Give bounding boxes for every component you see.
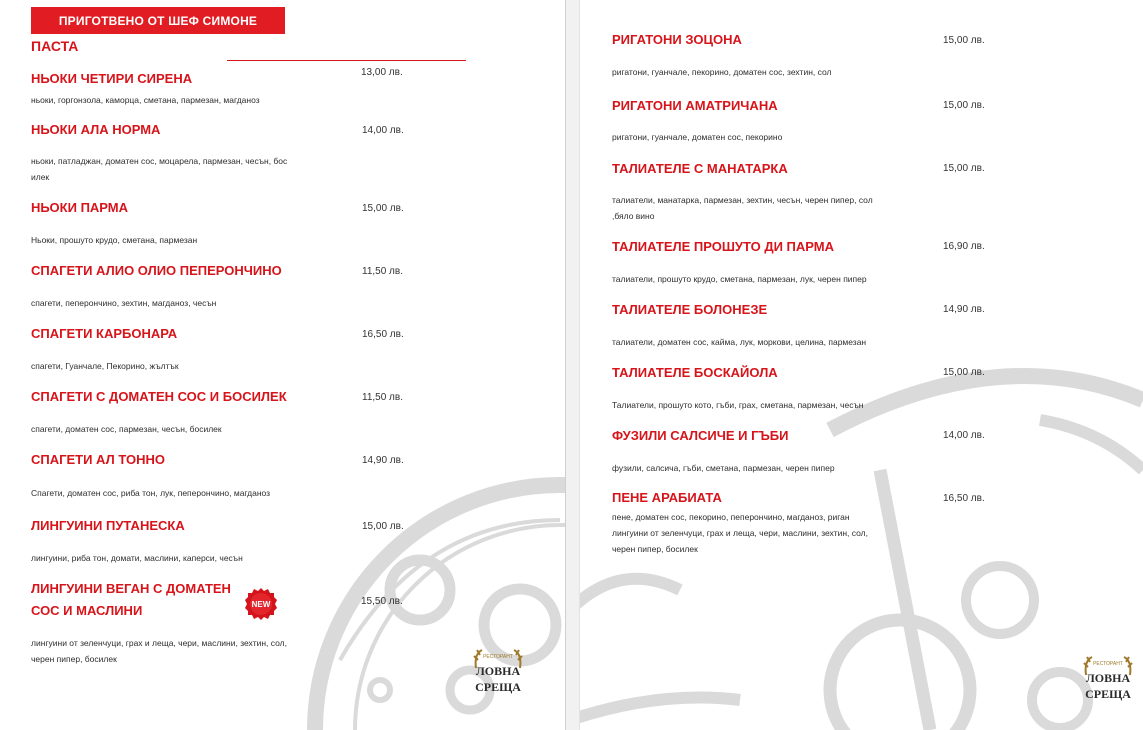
menu-item <box>612 299 767 321</box>
item-price: 14,90 лв. <box>362 455 404 466</box>
menu-item <box>612 95 778 117</box>
item-name: ТАЛИАТЕЛЕ ПРОШУТО ДИ ПАРМА <box>612 239 835 254</box>
item-description: талиатели, доматен сос, кайма, лук, моркови, целина, пармезан <box>612 337 867 347</box>
item-description: черен пипер, босилек <box>612 544 698 554</box>
item-description: Спагети, доматен сос, риба тон, лук, пеперончино, магданоз <box>31 488 271 498</box>
logo-line2: СРЕЩА <box>1085 687 1131 701</box>
item-name: СПАГЕТИ АЛ ТОННО <box>31 452 165 467</box>
menu-item <box>31 323 177 345</box>
item-name: ФУЗИЛИ САЛСИЧЕ И ГЪБИ <box>612 428 789 443</box>
logo-top: РЕСТОРАНТ <box>1093 661 1123 667</box>
item-name: РИГАТОНИ ЗОЦОНА <box>612 32 742 47</box>
item-price: 14,90 лв. <box>943 304 985 315</box>
item-description: лингуини, риба тон, домати, маслини, каперси, чесън <box>31 553 243 563</box>
item-name: ЛИНГУИНИ ВЕГАН С ДОМАТЕН <box>31 581 231 596</box>
item-price: 16,50 лв. <box>362 329 404 340</box>
chef-banner: ПРИГОТВЕНО ОТ ШЕФ СИМОНЕ <box>31 7 285 34</box>
item-description: фузили, салсича, гъби, сметана, пармезан, черен пипер <box>612 463 835 473</box>
menu-item <box>31 119 160 141</box>
item-name: ТАЛИАТЕЛЕ БОЛОНЕЗЕ <box>612 302 768 317</box>
menu-item <box>612 158 788 180</box>
item-price: 16,90 лв. <box>943 241 985 252</box>
item-description: спагети, пеперончино, зехтин, магданоз, чесън <box>31 298 217 308</box>
restaurant-logo <box>472 646 524 698</box>
item-price: 15,00 лв. <box>943 35 985 46</box>
menu-item <box>31 578 231 622</box>
logo-line2: СРЕЩА <box>475 680 521 694</box>
new-badge-label: NEW <box>251 600 271 609</box>
item-name: ПЕНЕ АРАБИАТА <box>612 490 722 505</box>
logo-line1: ЛОВНА <box>475 664 521 678</box>
item-name: НЬОКИ АЛА НОРМА <box>31 122 161 137</box>
item-price: 15,00 лв. <box>943 367 985 378</box>
menu-item <box>31 515 185 537</box>
item-name: НЬОКИ ЧЕТИРИ СИРЕНА <box>31 71 193 86</box>
item-name: ЛИНГУИНИ ПУТАНЕСКА <box>31 518 185 533</box>
item-description: ньоки, патладжан, доматен сос, моцарела, пармезан, чесън, бос <box>31 156 288 166</box>
menu-page-left <box>0 0 565 730</box>
item-price: 15,00 лв. <box>362 521 404 532</box>
item-price: 14,00 лв. <box>943 430 985 441</box>
item-description: талиатели, прошуто крудо, сметана, пармезан, лук, черен пипер <box>612 274 867 284</box>
menu-item <box>31 449 165 471</box>
menu-item <box>31 260 282 282</box>
logo-top: РЕСТОРАНТ <box>483 654 513 660</box>
section-title: ПАСТА <box>31 38 79 54</box>
menu-item <box>31 197 128 219</box>
item-name-line2: СОС И МАСЛИНИ <box>31 603 143 618</box>
item-price: 15,50 лв. <box>361 596 403 607</box>
section-divider <box>227 60 466 61</box>
menu-item <box>31 386 287 408</box>
item-name: РИГАТОНИ АМАТРИЧАНА <box>612 98 778 113</box>
item-description: илек <box>31 172 50 182</box>
item-description: Талиатели, прошуто кото, гъби, грах, сметана, пармезан, чесън <box>612 400 864 410</box>
menu-item <box>612 425 788 447</box>
item-description: ригатони, гуанчале, доматен сос, пекорино <box>612 132 783 142</box>
item-price: 11,50 лв. <box>362 392 403 403</box>
item-name: ТАЛИАТЕЛЕ БОСКАЙОЛА <box>612 365 778 380</box>
item-description: ,бяло вино <box>612 211 655 221</box>
item-price: 13,00 лв. <box>361 67 403 78</box>
item-price: 11,50 лв. <box>362 266 403 277</box>
item-description: Ньоки, прошуто крудо, сметана, пармезан <box>31 235 198 245</box>
item-name: СПАГЕТИ КАРБОНАРА <box>31 326 178 341</box>
item-price: 15,00 лв. <box>943 163 985 174</box>
item-description: пене, доматен сос, пекорино, пеперончино, магданоз, риган <box>612 512 850 522</box>
item-price: 16,50 лв. <box>943 493 985 504</box>
item-price: 15,00 лв. <box>362 203 404 214</box>
item-description: спагети, доматен сос, пармезан, чесън, босилек <box>31 424 222 434</box>
item-price: 15,00 лв. <box>943 100 985 111</box>
item-description: черен пипер, босилек <box>31 654 117 664</box>
page-gutter <box>565 0 580 730</box>
new-badge <box>244 587 278 621</box>
item-description: лингуини от зеленчуци, грах и леща, чери, маслини, зехтин, сол, <box>612 528 868 538</box>
menu-item <box>612 236 834 258</box>
menu-page-right <box>580 0 1143 730</box>
item-name: ТАЛИАТЕЛЕ С МАНАТАРКА <box>612 161 788 176</box>
item-name: СПАГЕТИ АЛИО ОЛИО ПЕПЕРОНЧИНО <box>31 263 282 278</box>
item-description: ньоки, горгонзола, каморца, сметана, пармезан, магданоз <box>31 95 260 105</box>
menu-item <box>612 362 778 384</box>
item-name: НЬОКИ ПАРМА <box>31 200 129 215</box>
menu-item <box>31 68 192 90</box>
item-description: лингуини от зеленчуци, грах и леща, чери, маслини, зехтин, сол, <box>31 638 287 648</box>
item-description: спагети, Гуанчале, Пекорино, жълтък <box>31 361 179 371</box>
menu-item <box>612 29 742 51</box>
item-name: СПАГЕТИ С ДОМАТЕН СОС И БОСИЛЕК <box>31 389 287 404</box>
item-description: талиатели, манатарка, пармезан, зехтин, чесън, черен пипер, сол <box>612 195 873 205</box>
item-description: ригатони, гуанчале, пекорино, доматен сос, зехтин, сол <box>612 67 832 77</box>
logo-line1: ЛОВНА <box>1085 671 1131 685</box>
restaurant-logo <box>1082 653 1134 705</box>
menu-item <box>612 487 722 509</box>
item-price: 14,00 лв. <box>362 125 404 136</box>
